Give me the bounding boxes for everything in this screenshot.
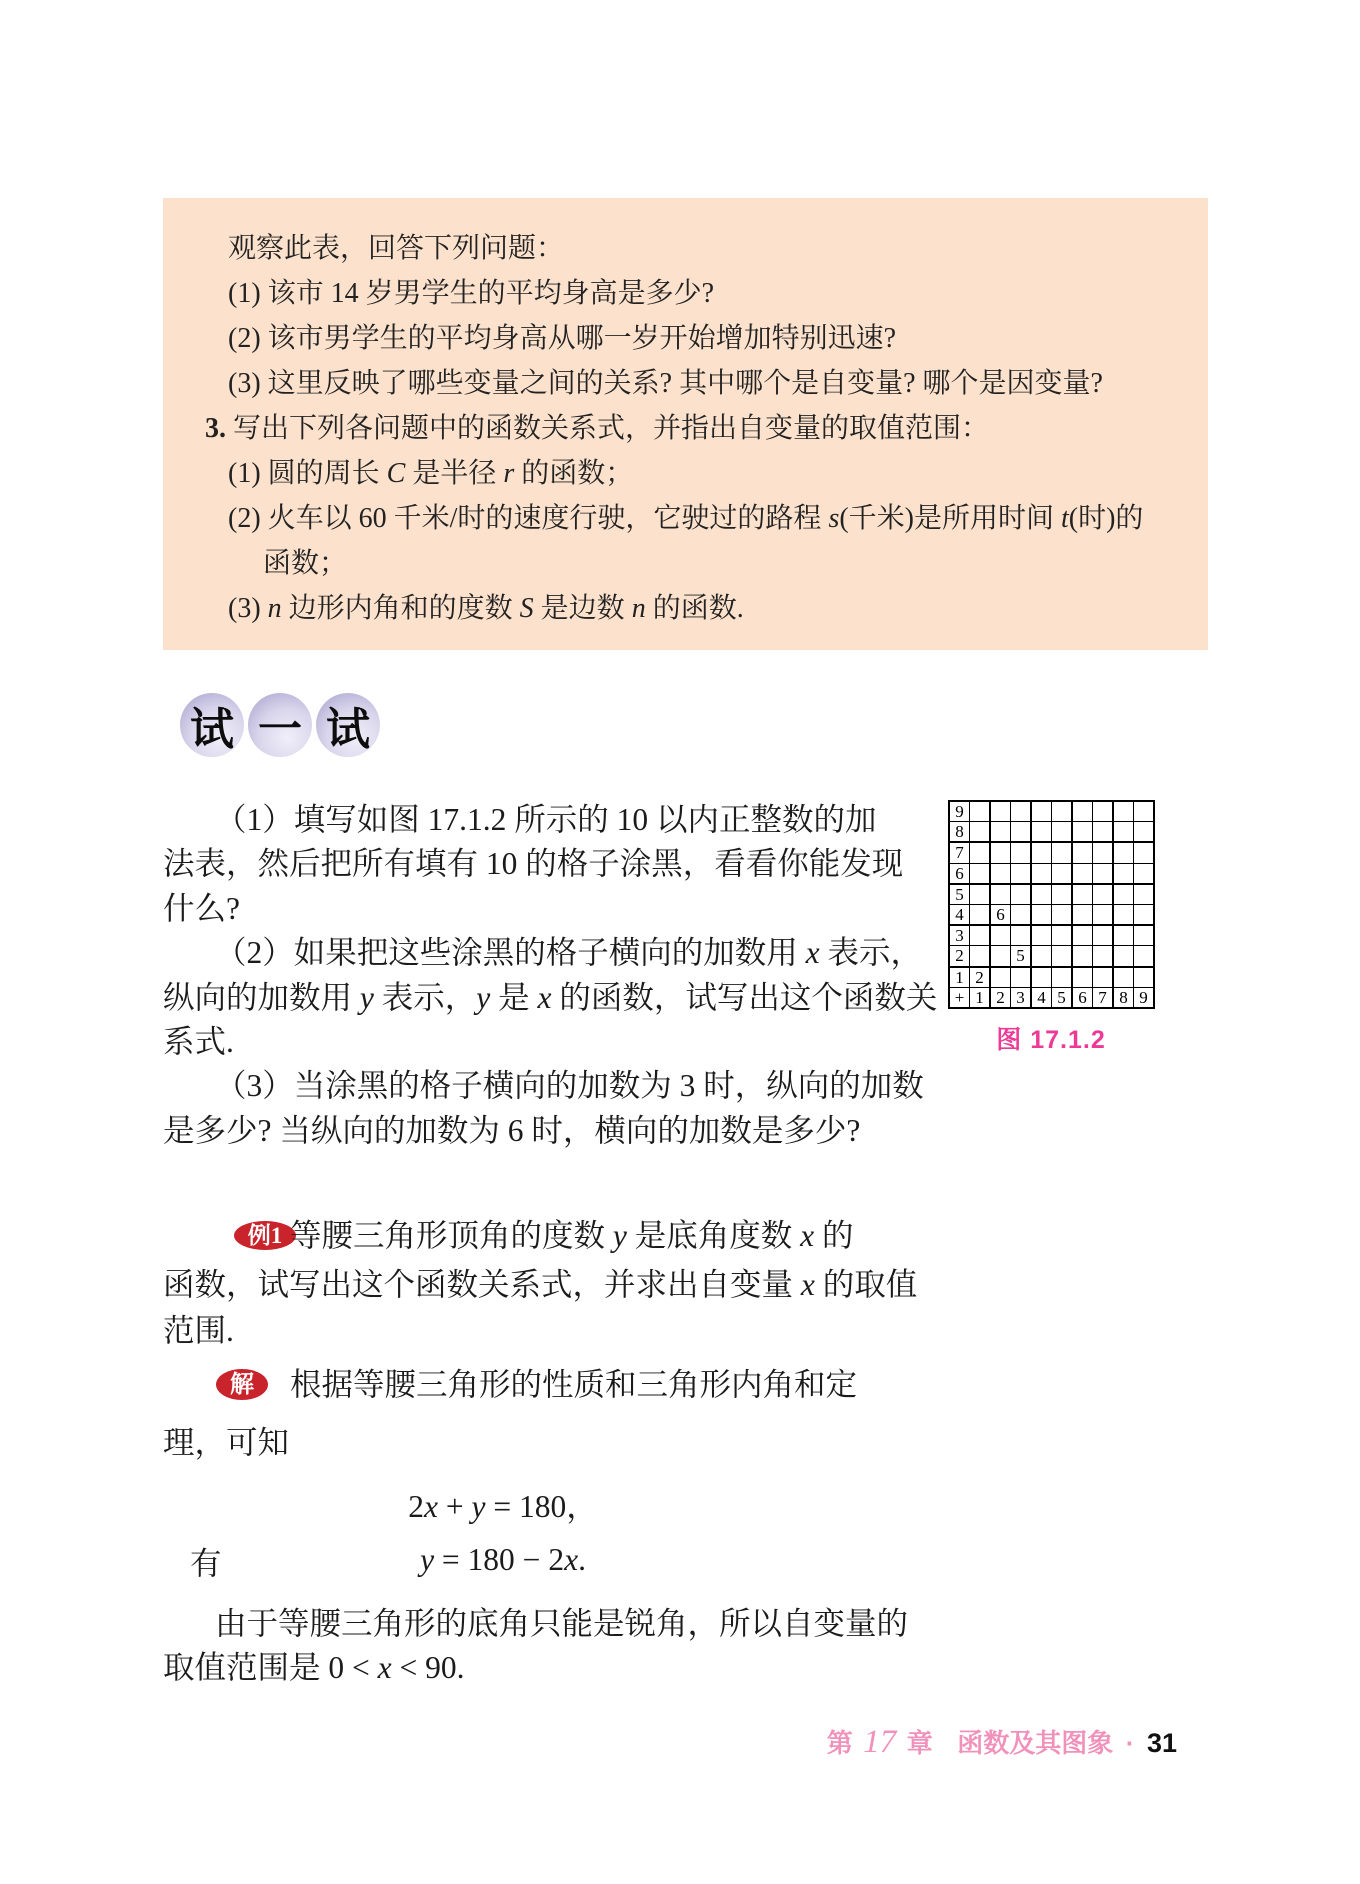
grid-cell (1093, 884, 1114, 905)
grid-col-label: 3 (1011, 987, 1032, 1008)
body-line (163, 798, 937, 842)
text-run: 表示， (819, 935, 923, 971)
footer-book-title: 函数及其图象 (957, 1728, 1114, 1758)
body-line (163, 976, 937, 1020)
exercise-item-1 (228, 271, 1208, 316)
text-run: 函数； (263, 548, 348, 579)
grid-cell (1072, 863, 1093, 884)
grid-cell (1011, 967, 1032, 988)
grid-row-label: 6 (949, 863, 970, 884)
solution-badge: 解 (216, 1369, 268, 1400)
grid-cell (1011, 863, 1032, 884)
grid-cell (1011, 884, 1032, 905)
grid-cell (1093, 904, 1114, 925)
text-run: 是底角度数 (626, 1218, 801, 1253)
text-run: （2）如果把这些涂黑的格子横向的加数用 (215, 935, 806, 971)
grid-cell (970, 884, 991, 905)
grid-cell (990, 801, 1011, 822)
grid-cell (970, 925, 991, 946)
grid-cell (1052, 946, 1073, 967)
example-1-badge: 例1 (234, 1221, 296, 1250)
grid-row-label: 1 (949, 967, 970, 988)
grid-cell (1093, 946, 1114, 967)
text-run: 观察此表，回答下列问题： (228, 233, 565, 264)
grid-cell (1072, 822, 1093, 843)
text-run: 的函数； (514, 458, 634, 489)
grid-col-label: 1 (970, 987, 991, 1008)
text-run: 的函数，试写出这个函数关 (551, 979, 938, 1015)
grid-cell (1031, 884, 1052, 905)
text-run: 由于等腰三角形的底角只能是锐角，所以自变量的 (215, 1606, 909, 1641)
grid-cell (990, 925, 1011, 946)
text-run: 表示， (373, 979, 477, 1015)
conclusion-line (163, 1602, 908, 1646)
text-run: 根据等腰三角形的性质和三角形内角和定 (290, 1367, 858, 1402)
text-run: S (519, 593, 534, 624)
grid-cell (1011, 904, 1032, 925)
text-run: (3) (228, 593, 268, 624)
grid-row-label: 5 (949, 884, 970, 905)
footer-page-number: 31 (1146, 1728, 1177, 1758)
text-run: x (377, 1650, 392, 1685)
grid-cell (1113, 801, 1134, 822)
grid-cell (1031, 925, 1052, 946)
exercise-q3 (205, 406, 1208, 451)
grid-cell (1134, 863, 1155, 884)
footer-chapter-suffix: 章 (906, 1728, 933, 1758)
try-circle-2: 一 (248, 693, 312, 757)
text-run: 边形内角和的度数 (281, 593, 520, 624)
grid-cell (1052, 967, 1073, 988)
text-run: 的函数. (645, 593, 744, 624)
text-run: n (267, 593, 282, 624)
text-run: y (612, 1218, 627, 1253)
grid-cell (1072, 801, 1093, 822)
grid-cell (1134, 925, 1155, 946)
grid-cell (1031, 904, 1052, 925)
text-run: < 90. (391, 1650, 465, 1685)
grid-cell (1093, 863, 1114, 884)
grid-cell (990, 822, 1011, 843)
try-circle-1: 试 (180, 693, 244, 757)
grid-cell (970, 801, 991, 822)
body-line (163, 887, 937, 931)
footer-separator: · (1125, 1728, 1135, 1758)
text-run: 等腰三角形顶角的度数 (290, 1218, 613, 1253)
grid-cell (1093, 925, 1114, 946)
body-line (163, 931, 937, 975)
grid-cell (1093, 842, 1114, 863)
text-run: = 180， (485, 1489, 598, 1524)
example-line (290, 1214, 854, 1258)
text-run: = 180 − 2 (434, 1542, 565, 1577)
figure-caption: 图 17.1.2 (996, 1026, 1106, 1054)
grid-cell (970, 842, 991, 863)
grid-cell (970, 904, 991, 925)
grid-cell (990, 842, 1011, 863)
grid-cell (1052, 822, 1073, 843)
grid-cell (1031, 946, 1052, 967)
exercise-item-3 (228, 361, 1208, 406)
text-run: (2) 该市男学生的平均身高从哪一岁开始增加特别迅速? (228, 323, 897, 354)
exercise-box (163, 198, 1208, 650)
text-run: x (564, 1542, 579, 1577)
text-run: + (437, 1489, 472, 1524)
body-line (163, 1020, 937, 1064)
grid-cell (1134, 842, 1155, 863)
grid-col-label: 9 (1134, 987, 1155, 1008)
body-line (163, 842, 937, 886)
text-run: (千米)是所用时间 (839, 503, 1061, 534)
text-run: (时)的 (1068, 503, 1144, 534)
grid-cell (1072, 925, 1093, 946)
grid-row-label: 7 (949, 842, 970, 863)
grid-cell (1113, 822, 1134, 843)
grid-cell (1072, 884, 1093, 905)
footer-chapter-number: 17 (863, 1724, 897, 1760)
grid-cell (1134, 904, 1155, 925)
grid-cell (1072, 904, 1093, 925)
equation-1 (163, 1482, 843, 1527)
grid-cell (990, 863, 1011, 884)
exercise-q3-item-2b (263, 541, 1208, 586)
grid-cell (990, 946, 1011, 967)
grid-cell (990, 884, 1011, 905)
text-run: t (1061, 503, 1069, 534)
grid-row-label: 3 (949, 925, 970, 946)
text-run: 是 (490, 979, 538, 1015)
try-circle-3: 试 (316, 693, 380, 757)
addition-grid (948, 800, 1155, 1009)
grid-row-label: 4 (949, 904, 970, 925)
grid-cell (1113, 967, 1134, 988)
grid-cell (970, 822, 991, 843)
text-run: (2) 火车以 60 千米/时的速度行驶，它驶过的路程 (228, 503, 829, 534)
grid-col-label: 4 (1031, 987, 1052, 1008)
grid-cell (970, 863, 991, 884)
exercise-intro (228, 226, 1208, 271)
page-footer (827, 1723, 1177, 1761)
text-run: C (386, 458, 406, 489)
text-run: x (537, 979, 552, 1015)
grid-row-label: 2 (949, 946, 970, 967)
example-line (163, 1263, 917, 1307)
text-run: y (359, 979, 374, 1015)
grid-cell (1093, 822, 1114, 843)
grid-col-label: 6 (1072, 987, 1093, 1008)
text-run: 写出下列各问题中的函数关系式，并指出自变量的取值范围： (226, 413, 990, 444)
text-run: 3. (205, 413, 226, 444)
grid-col-label: 2 (990, 987, 1011, 1008)
grid-col-label: 5 (1052, 987, 1073, 1008)
text-run: n (631, 593, 646, 624)
grid-cell (970, 946, 991, 967)
text-run: r (503, 458, 515, 489)
conclusion-line (163, 1646, 465, 1690)
try-it-paragraphs (163, 798, 937, 1153)
grid-cell (1011, 842, 1032, 863)
grid-col-label: 7 (1093, 987, 1114, 1008)
grid-corner-plus: + (949, 987, 970, 1008)
body-line (163, 1064, 937, 1108)
text-run: 理，可知 (163, 1425, 290, 1460)
text-run: （1）填写如图 17.1.2 所示的 10 以内正整数的加 (215, 802, 877, 837)
grid-cell (1072, 946, 1093, 967)
text-run: 范围. (163, 1313, 234, 1348)
text-run: 系式. (163, 1023, 234, 1059)
grid-cell (1134, 946, 1155, 967)
grid-cell (1113, 842, 1134, 863)
exercise-item-2 (228, 316, 1208, 361)
grid-cell (1031, 822, 1052, 843)
body-line (163, 1109, 937, 1153)
text-run: 取值范围是 0 < (163, 1650, 378, 1685)
grid-cell (1052, 884, 1073, 905)
grid-cell (1134, 822, 1155, 843)
text-run: 函数，试写出这个函数关系式，并求出自变量 (163, 1267, 801, 1302)
text-run: 2 (408, 1489, 424, 1524)
equation-lead: 有 (190, 1546, 222, 1581)
grid-cell (1011, 801, 1032, 822)
solution-line (163, 1421, 289, 1465)
grid-cell (1052, 925, 1073, 946)
grid-cell (1052, 863, 1073, 884)
grid-cell (1113, 946, 1134, 967)
grid-cell: 6 (990, 904, 1011, 925)
text-run: . (578, 1542, 586, 1577)
grid-cell: 2 (970, 967, 991, 988)
text-run: 纵向的加数用 (163, 979, 360, 1015)
grid-col-label: 8 (1113, 987, 1134, 1008)
text-run: x (800, 1267, 815, 1302)
footer-chapter-prefix: 第 (826, 1728, 853, 1758)
text-run: 法表，然后把所有填有 10 的格子涂黑，看看你能发现 (163, 846, 904, 882)
grid-cell (1113, 884, 1134, 905)
grid-cell (1072, 967, 1093, 988)
text-run: (1) 该市 14 岁男学生的平均身高是多少? (228, 278, 715, 309)
text-run: (1) 圆的周长 (228, 458, 387, 489)
text-run: 是边数 (533, 593, 632, 624)
exercise-q3-item-2 (228, 496, 1208, 541)
grid-cell (1052, 801, 1073, 822)
grid-cell (1093, 967, 1114, 988)
grid-cell (1052, 842, 1073, 863)
grid-cell (1093, 801, 1114, 822)
text-run: x (424, 1489, 438, 1524)
grid-cell (990, 967, 1011, 988)
text-run: y (420, 1542, 435, 1577)
grid-cell (1134, 884, 1155, 905)
exercise-q3-item-1 (228, 451, 1208, 496)
grid-row-label: 8 (949, 822, 970, 843)
grid-cell (1031, 967, 1052, 988)
text-run: y (476, 979, 491, 1015)
text-run: x (800, 1218, 815, 1253)
exercise-q3-item-3 (228, 586, 1208, 631)
grid-cell (1031, 863, 1052, 884)
text-run: x (805, 935, 820, 971)
grid-cell (1011, 822, 1032, 843)
grid-cell (1134, 967, 1155, 988)
text-run: （3）当涂黑的格子横向的加数为 3 时，纵向的加数 (215, 1068, 924, 1104)
grid-cell (1072, 842, 1093, 863)
text-run: s (828, 503, 840, 534)
example-line (163, 1309, 234, 1353)
figure-17-1-2 (948, 800, 1155, 1009)
equation-2 (163, 1542, 843, 1578)
solution-line (290, 1363, 857, 1407)
text-run: 什么? (163, 890, 240, 926)
grid-cell (1011, 925, 1032, 946)
grid-cell (1113, 863, 1134, 884)
grid-cell (1031, 842, 1052, 863)
text-run: 是半径 (405, 458, 504, 489)
grid-cell (1052, 904, 1073, 925)
text-run: 的 (814, 1218, 854, 1253)
grid-cell (1134, 801, 1155, 822)
grid-cell (1113, 904, 1134, 925)
text-run: 是多少? 当纵向的加数为 6 时，横向的加数是多少? (163, 1112, 861, 1148)
grid-cell (1031, 801, 1052, 822)
text-run: 的取值 (814, 1267, 918, 1302)
grid-row-label: 9 (949, 801, 970, 822)
text-run: (3) 这里反映了哪些变量之间的关系? 其中哪个是自变量? 哪个是因变量? (228, 368, 1103, 399)
grid-cell (1113, 925, 1134, 946)
grid-cell: 5 (1011, 946, 1032, 967)
text-run: y (471, 1489, 486, 1524)
